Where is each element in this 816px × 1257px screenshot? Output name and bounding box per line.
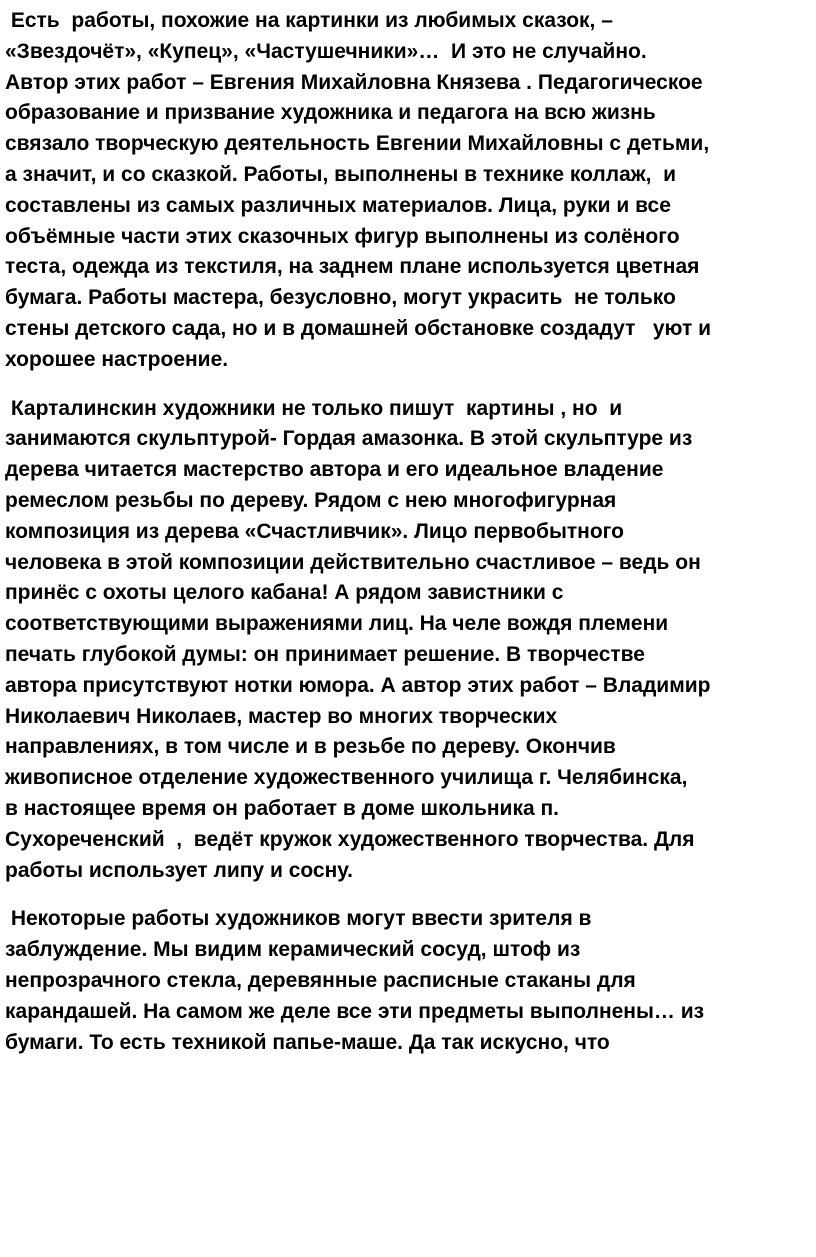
text-line: «Звездочёт», «Купец», «Частушечники»… И это не случайно.	[5, 39, 647, 63]
text-line: Автор этих работ – Евгения Михайловна Князева . Педагогическое	[5, 70, 703, 94]
text-line: непрозрачного стекла, деревянные расписные стаканы для	[5, 968, 636, 992]
paragraph-3	[5, 904, 816, 1058]
text-line: автора присутствуют нотки юмора. А автор этих работ – Владимир	[5, 673, 711, 697]
text-line: работы использует липу и сосну.	[5, 858, 353, 882]
text-line: принёс с охоты целого кабана! А рядом завистники с	[5, 581, 564, 605]
text-line: объёмные части этих сказочных фигур выполнены из солёного	[5, 224, 680, 248]
paragraph-1	[5, 6, 816, 376]
text-line: составлены из самых различных материалов. Лица, руки и все	[5, 193, 671, 217]
paragraph-2	[5, 394, 816, 887]
text-line: связало творческую деятельность Евгении Михайловны с детьми,	[5, 132, 710, 156]
text-line: Николаевич Николаев, мастер во многих творческих	[5, 704, 558, 728]
text-line: образование и призвание художника и педагога на всю жизнь	[5, 101, 656, 125]
text-line: Сухореченский , ведёт кружок художественного творчества. Для	[5, 827, 695, 851]
text-line: теста, одежда из текстиля, на заднем плане используется цветная	[5, 255, 700, 279]
text-line: направлениях, в том числе и в резьбе по дереву. Окончив	[5, 735, 616, 759]
text-line: печать глубокой думы: он принимает решение. В творчестве	[5, 642, 645, 666]
text-line: Карталинскин художники не только пишут картины , но и	[5, 396, 623, 420]
text-line: бумаги. То есть техникой папье-маше. Да так искусно, что	[5, 1030, 610, 1054]
text-line: заблуждение. Мы видим керамический сосуд, штоф из	[5, 938, 581, 962]
text-line: бумага. Работы мастера, безусловно, могут украсить не только	[5, 286, 676, 310]
text-line: а значит, и со сказкой. Работы, выполнены в технике коллаж, и	[5, 162, 677, 186]
text-line: ремеслом резьбы по дереву. Рядом с нею многофигурная	[5, 488, 617, 512]
text-line: в настоящее время он работает в доме школьника п.	[5, 796, 559, 820]
text-line: соответствующими выражениями лиц. На челе вождя племени	[5, 612, 669, 636]
text-line: карандашей. На самом же деле все эти предметы выполнены… из	[5, 999, 705, 1023]
paragraph-spacer	[5, 886, 816, 904]
text-line: Есть работы, похожие на картинки из любимых сказок, –	[5, 9, 613, 32]
text-line: хорошее настроение.	[5, 347, 229, 371]
text-line: стены детского сада, но и в домашней обстановке создадут уют и	[5, 316, 711, 340]
paragraph-spacer	[5, 376, 816, 394]
text-line: человека в этой композиции действительно счастливое – ведь он	[5, 550, 701, 574]
text-line: живописное отделение художественного училища г. Челябинска,	[5, 766, 688, 790]
text-line: дерева читается мастерство автора и его идеальное владение	[5, 458, 664, 482]
text-line: Некоторые работы художников могут ввести зрителя в	[5, 907, 592, 931]
text-line: занимаются скульптурой- Гордая амазонка. В этой скульптуре из	[5, 427, 693, 451]
text-line: композиция из дерева «Счастливчик». Лицо первобытного	[5, 519, 624, 543]
